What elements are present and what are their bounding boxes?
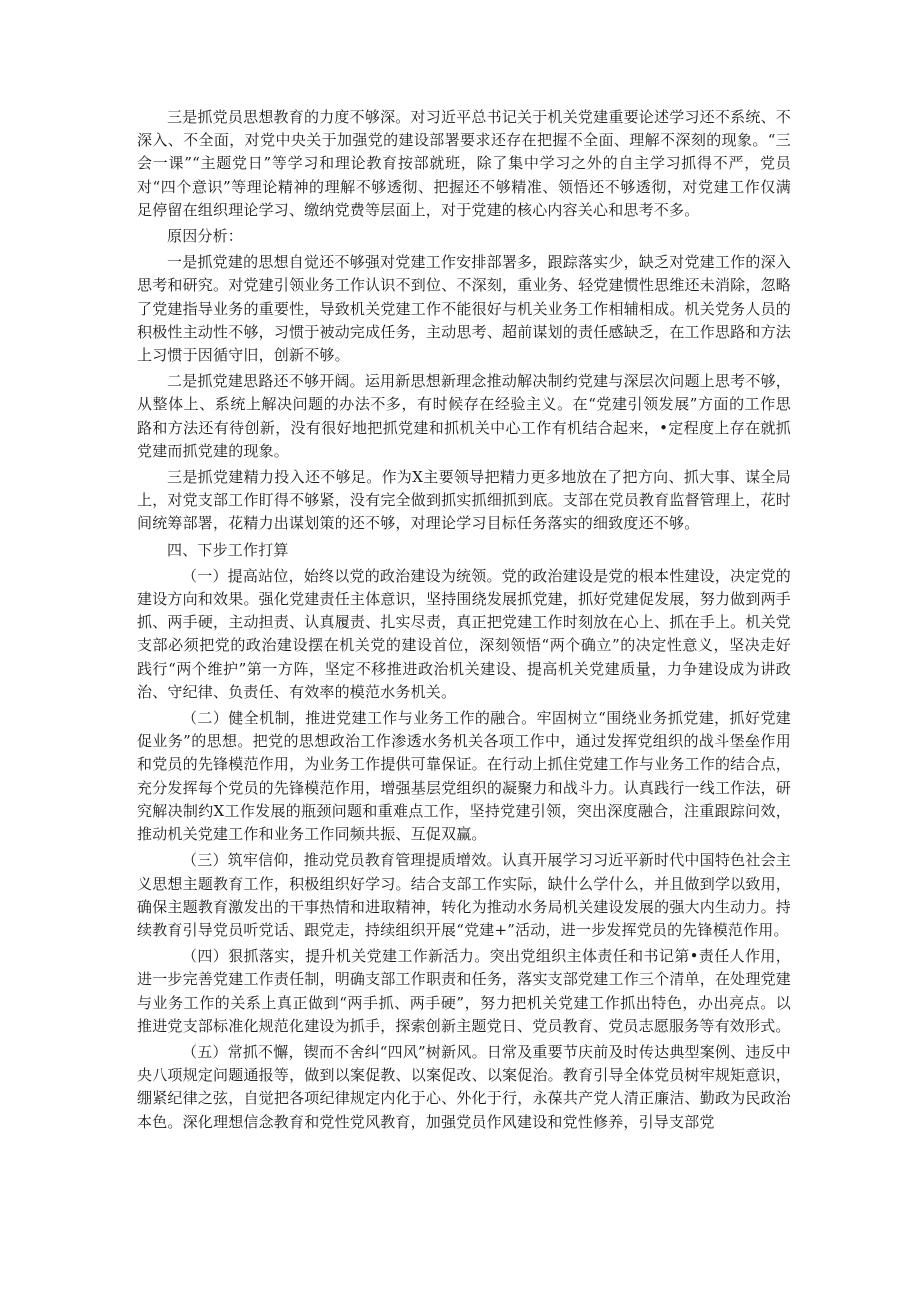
paragraph-cause-three: 三是抓党建精力投入还不够足。作为X主要领导把精力更多地放在了把方向、抓大事、谋全局上，对党支部工作盯得不够紧，没有完全做到抓实抓细抓到底。支部在党员教育监督管理上，花时间统筹部署，花精力出谋划策的还不够，对理论学习目标任务落实的细致度还不够。 bbox=[137, 468, 791, 533]
paragraph-plan-five: （五）常抓不懈，锲而不舍纠“四风”树新风。日常及重要节庆前及时传达典型案例、违反中央八项规定问题通报等，做到以案促教、以案促改、以案促治。教育引导全体党员树牢规矩意识，绷紧纪律之弦，自觉把各项纪律规定内化于心、外化于行，永葆共产党人清正廉洁、勤政为民政治本色。深化理想信念教育和党性党风教育，加强党员作风建设和党性修养，引导支部党 bbox=[137, 1042, 791, 1131]
heading-next-steps: 四、下步工作打算 bbox=[167, 540, 289, 559]
paragraph-cause-one: 一是抓党建的思想自觉还不够强对党建工作安排部署多，跟踪落实少，缺乏对党建工作的深入思考和研究。对党建引领业务工作认识不到位、不深刻，重业务、轻党建惯性思维还未消除，忽略了党建指导业务的重要性，导致机关党建工作不能很好与机关业务工作相辅相成。机关党务人员的积极性主动性不够，习惯于被动完成任务，主动思考、超前谋划的责任感缺乏，在工作思路和方法上习惯于因循守旧，创新不够。 bbox=[137, 253, 791, 365]
paragraph-plan-four: （四）狠抓落实，提升机关党建工作新活力。突出党组织主体责任和书记第•责任人作用，进一步完善党建工作责任制，明确支部工作职责和任务，落实支部党建工作三个清单，在处理党建与业务工作的关系上真正做到“两手抓、两手硬”，努力把机关党建工作抓出特色，办出亮点。以推进党支部标准化规范化建设为抓手，探索创新主题党日、党员教育、党员志愿服务等有效形式。 bbox=[137, 947, 791, 1035]
paragraph-plan-two: （二）健全机制，推进党建工作与业务工作的融合。牢固树立“围绕业务抓党建，抓好党建促业务”的思想。把党的思想政治工作渗透水务机关各项工作中，通过发挥党组织的战斗堡垒作用和党员的先锋模范作用，为业务工作提供可靠保证。在行动上抓住党建工作与业务工作的结合点，充分发挥每个党员的先锋模范作用，增强基层党组织的凝聚力和战斗力。认真践行一线工作法，研究解决制约X工作发展的瓶颈问题和重难点工作，坚持党建引领，突出深度融合，注重跟踪问效，推动机关党建工作和业务工作同频共振、互促双赢。 bbox=[137, 709, 791, 844]
document-page bbox=[137, 106, 791, 1137]
heading-cause-analysis: 原因分析： bbox=[167, 227, 244, 246]
paragraph-cause-two: 二是抓党建思路还不够开阔。运用新思想新理念推动解决制约党建与深层次问题上思考不够，从整体上、系统上解决问题的办法不多，有时候存在经验主义。在“党建引领发展”方面的工作思路和方法还有待创新，没有很好地把抓党建和抓机关中心工作有机结合起来，•定程度上存在就抓党建而抓党建的现象。 bbox=[137, 372, 791, 460]
paragraph-plan-one: （一）提高站位，始终以党的政治建设为统领。党的政治建设是党的根本性建设，决定党的建设方向和效果。强化党建责任主体意识，坚持围绕发展抓党建，抓好党建促发展，努力做到两手抓、两手硬，主动担责、认真履责、扎实尽责，真正把党建工作时刻放在心上、抓在手上。机关党支部必须把党的政治建设摆在机关党的建设首位，深刻领悟“两个确立”的决定性意义，坚决走好践行“两个维护”第一方阵，坚定不移推进政治机关建设、提高机关党建质量，力争建设成为讲政治、守纪律、负责任、有效率的模范水务机关。 bbox=[137, 566, 791, 701]
paragraph-plan-three: （三）筑牢信仰，推动党员教育管理提质增效。认真开展学习习近平新时代中国特色社会主义思想主题教育工作，积极组织好学习。结合支部工作实际，缺什么学什么，并且做到学以致用，确保主题教育激发出的干事热情和进取精神，转化为推动水务局机关建设发展的强大内生动力。持续教育引导党员听党话、跟党走，持续组织开展“党建+”活动，进一步发挥党员的先锋模范作用。 bbox=[137, 851, 791, 939]
paragraph-third-issue-education: 三是抓党员思想教育的力度不够深。对习近平总书记关于机关党建重要论述学习还不系统、不深入、不全面，对党中央关于加强党的建设部署要求还存在把握不全面、理解不深刻的现象。“三会一课”“主题党日”等学习和理论教育按部就班，除了集中学习之外的自主学习抓得不严，党员对“四个意识”等理论精神的理解不够透彻、把握还不够精准、领悟还不够透彻，对党建工作仅满足停留在组织理论学习、缴纳党费等层面上，对于党建的核心内容关心和思考不多。 bbox=[137, 108, 791, 219]
